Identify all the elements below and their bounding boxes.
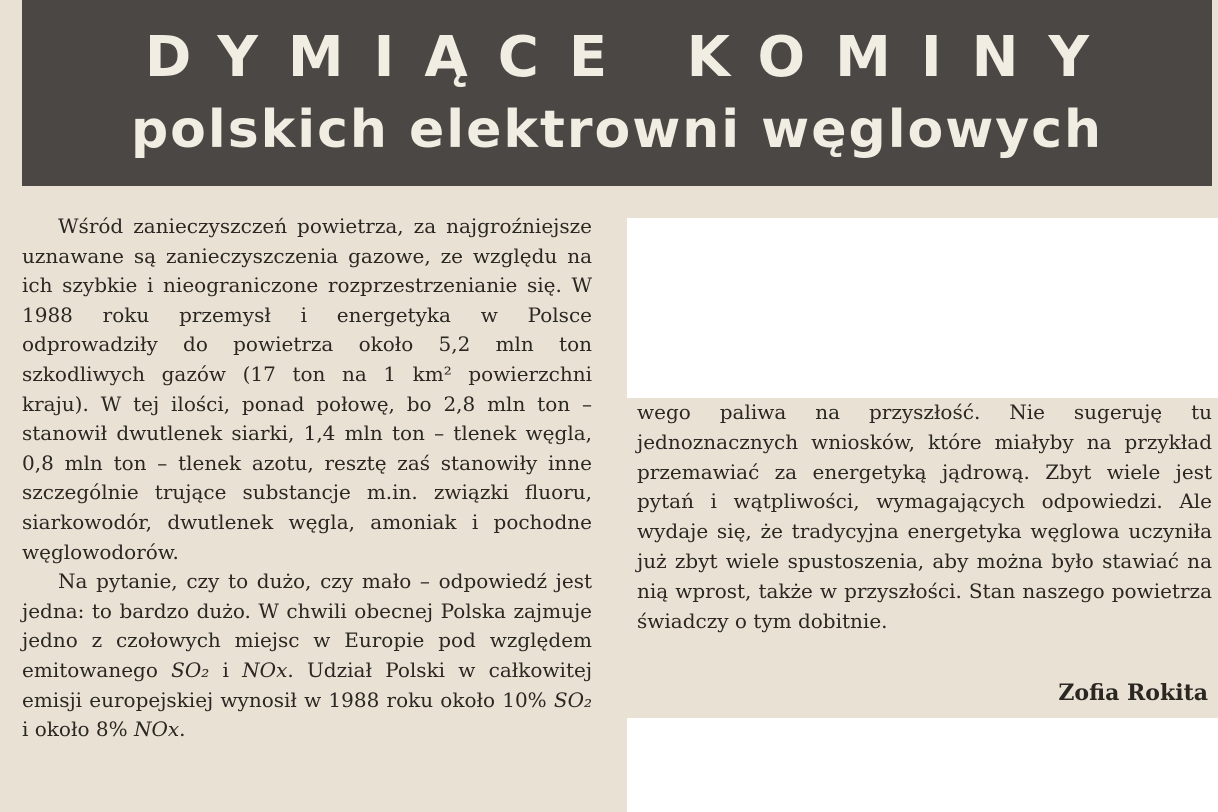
so2-formula-2: SO₂ <box>553 687 592 712</box>
final-period: . <box>179 717 186 742</box>
headline-subtitle: polskich elektrowni węglowych <box>130 100 1104 160</box>
blank-area-top-right <box>627 218 1218 398</box>
paragraph-conclusion: wego paliwa na przyszłość. Nie sugeruję tu jednoznacznych wniosków, które miałyby na przykład przemawiać za energetyką jądrową. Zbyt wiele jest pytań i wątpliwości, wymagających odpowiedzi. Ale wydaje się, że tradycyjna energetyka węglowa uczyniła już zbyt wiele spustoszenia, aby można było stawiać na nią wprost, także w przyszłości. Stan naszego powietrza świadczy o tym dobitnie. <box>637 400 1212 633</box>
so2-formula: SO₂ <box>171 657 210 682</box>
nox-formula-2: NOx <box>133 717 180 742</box>
paragraph-emissions: Wśród zanieczyszczeń powietrza, za najgroźniejsze uznawane są zanieczyszczenia gazowe, ze względu na ich szybkie i nieograniczone rozprzestrzenianie się. W 1988 roku przemysł i energetyka w Polsce odprowadziły do powietrza około 5,2 mln ton szkodliwych gazów (17 ton na 1 km² powierzchni kraju). W tej ilości, ponad połowę, bo 2,8 mln ton – stanowił dwutlenek siarki, 1,4 mln ton – tlenek węgla, 0,8 mln ton – tlenek azotu, resztę zaś stanowiły inne szczególnie trujące substancje m.in. związki fluoru, siarkowodór, dwutlenek węgla, amoniak i pochodne węglowodorów. <box>22 214 592 564</box>
paragraph-europe <box>22 567 592 745</box>
blank-area-bottom-right <box>627 718 1218 812</box>
paragraph-europe-text-a: Na pytanie, czy to dużo, czy mało – odpowiedź jest jedna: to bardzo dużo. W chwili obecnej Polska zajmuje jedno z czołowych miejsc w Europie pod względem emitowanego <box>22 569 592 682</box>
headline-title: DYMIĄCE KOMINY <box>144 25 1120 90</box>
paragraph-europe-text-b: . Udział Polski w całkowitej emisji europejskiej wynosił w 1988 roku około 10% <box>22 657 593 712</box>
left-column <box>22 212 592 745</box>
title-band <box>22 0 1212 186</box>
nox-formula: NOx <box>242 657 288 682</box>
author-signature: Zofia Rokita <box>1058 680 1208 706</box>
conjunction: i <box>222 657 229 682</box>
paragraph-europe-text-c: i około 8% <box>22 717 128 742</box>
right-column <box>637 398 1212 636</box>
